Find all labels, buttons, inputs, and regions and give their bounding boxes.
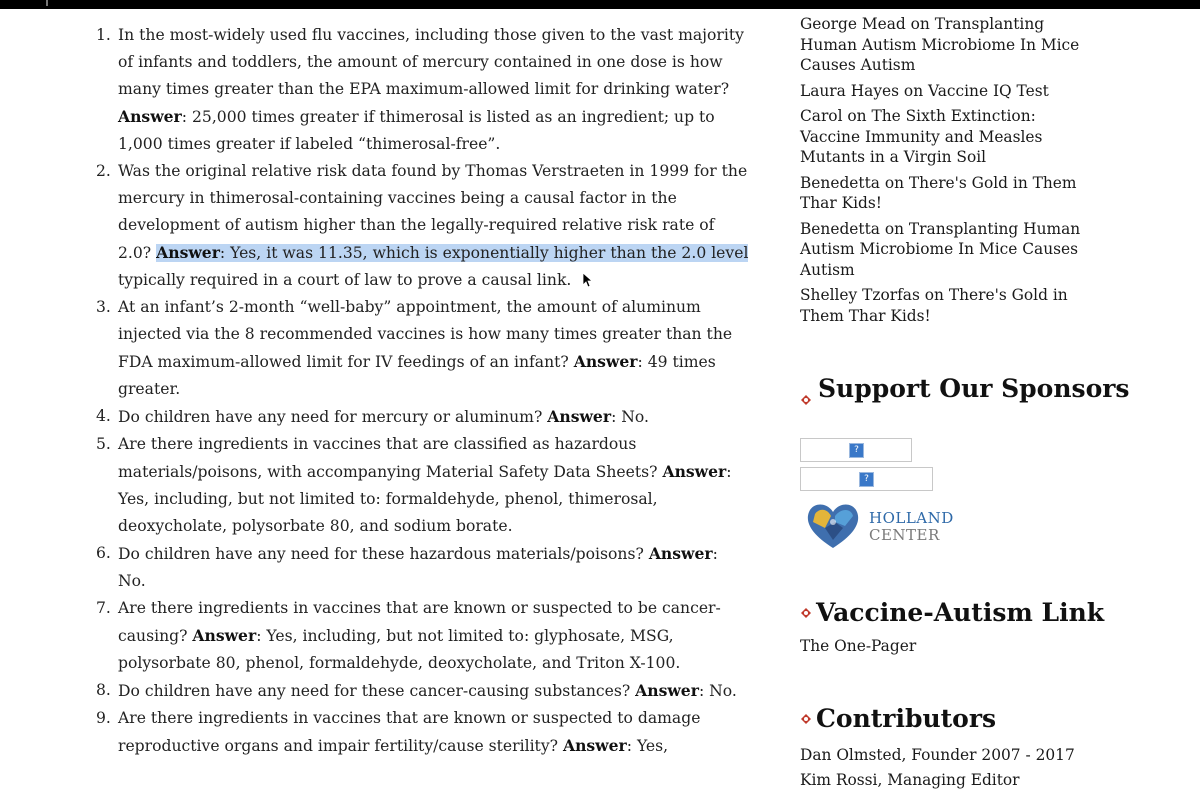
contributors-heading: Contributors	[800, 706, 996, 732]
contributors-list	[800, 743, 1075, 793]
sponsors-heading: Support Our Sponsors	[800, 376, 1130, 402]
comment-link[interactable]: Carol on The Sixth Extinction: Vaccine Immunity and Measles Mutants in a Virgin Soil	[800, 107, 1043, 166]
sponsor-ad-slot[interactable]	[800, 438, 912, 462]
article-body	[90, 22, 750, 760]
list-item: 3. At an infant’s 2-month “well-baby” appointment, the amount of aluminum injected via the 8 recommended vaccines is how many times greater than the FDA maximum-allowed limit for IV feedings of an infant? Answer: 49 times greater.	[96, 298, 733, 398]
puzzle-heart-icon	[803, 498, 863, 552]
list-item: 7. Are there ingredients in vaccines that are known or suspected to be cancer-causing? Answer: Yes, including, but not limited to: glyphosate, MSG, polysorbate 80, phenol, formaldehyde, deoxycholate, and Triton X-100.	[96, 599, 721, 672]
bullet-icon	[800, 607, 812, 619]
broken-image-icon: ?	[849, 443, 864, 458]
comment-link[interactable]: Shelley Tzorfas on There's Gold in Them Thar Kids!	[800, 286, 1068, 325]
sponsor-ad-slot[interactable]	[800, 467, 933, 491]
list-item: 1. In the most-widely used flu vaccines, including those given to the vast majority of infants and toddlers, the amount of mercury contained in one dose is how many times greater than the EPA maximum-allowed limit for drinking water? Answer: 25,000 times greater if thimerosal is listed as an ingredient; up to 1,000 times greater if labeled “thimerosal-free”.	[96, 26, 744, 153]
list-item: 4. Do children have any need for mercury or aluminum? Answer: No.	[96, 407, 650, 426]
vaccine-autism-heading: Vaccine-Autism Link	[800, 600, 1104, 626]
recent-comments	[800, 14, 1100, 331]
comment-link[interactable]: Benedetta on There's Gold in Them Thar Kids!	[800, 173, 1077, 212]
list-item: 5. Are there ingredients in vaccines that are classified as hazardous materials/poisons, with accompanying Material Safety Data Sheets? Answer: Yes, including, but not limited to: formaldehyde, phenol, thimerosal, deoxycholate, polysorbate 80, and sodium borate.	[96, 435, 732, 535]
comment-link[interactable]: Laura Hayes on Vaccine IQ Test	[800, 81, 1049, 100]
contributor-item: Kim Rossi, Managing Editor	[800, 771, 1020, 789]
list-item: 6. Do children have any need for these hazardous materials/poisons? Answer: No.	[96, 544, 718, 590]
broken-image-icon: ?	[859, 472, 874, 487]
list-item: 2. Was the original relative risk data found by Thomas Verstraeten in 1999 for the mercury in thimerosal-containing vaccines being a causal factor in the development of autism higher than the legally-required relative risk rate of 2.0? Answer: Yes, it was 11.35, which is exponentially higher than the 2.0 level typically required in a court of law to prove a causal link.	[96, 162, 749, 289]
mouse-cursor-icon	[582, 272, 592, 288]
contributor-item: Dan Olmsted, Founder 2007 - 2017	[800, 746, 1075, 764]
one-pager-link[interactable]: The One-Pager	[800, 637, 917, 655]
bullet-icon	[800, 394, 812, 406]
question-list	[90, 22, 750, 760]
top-bar	[0, 0, 1200, 9]
list-item: 8. Do children have any need for these cancer-causing substances? Answer: No.	[96, 681, 737, 700]
comment-link[interactable]: Benedetta on Transplanting Human Autism Microbiome In Mice Causes Autism	[800, 219, 1081, 279]
bullet-icon	[800, 713, 812, 725]
list-item: 9. Are there ingredients in vaccines that are known or suspected to damage reproductive organs and impair fertility/cause sterility? Answer: Yes,	[96, 709, 701, 755]
holland-center-logo[interactable]: HOLLAND CENTER	[803, 498, 963, 552]
selected-text[interactable]: Answer: Yes, it was 11.35, which is exponentially higher than the 2.0 level	[156, 243, 749, 262]
comment-link[interactable]: George Mead on Transplanting Human Autism Microbiome In Mice Causes Autism	[800, 15, 1080, 74]
